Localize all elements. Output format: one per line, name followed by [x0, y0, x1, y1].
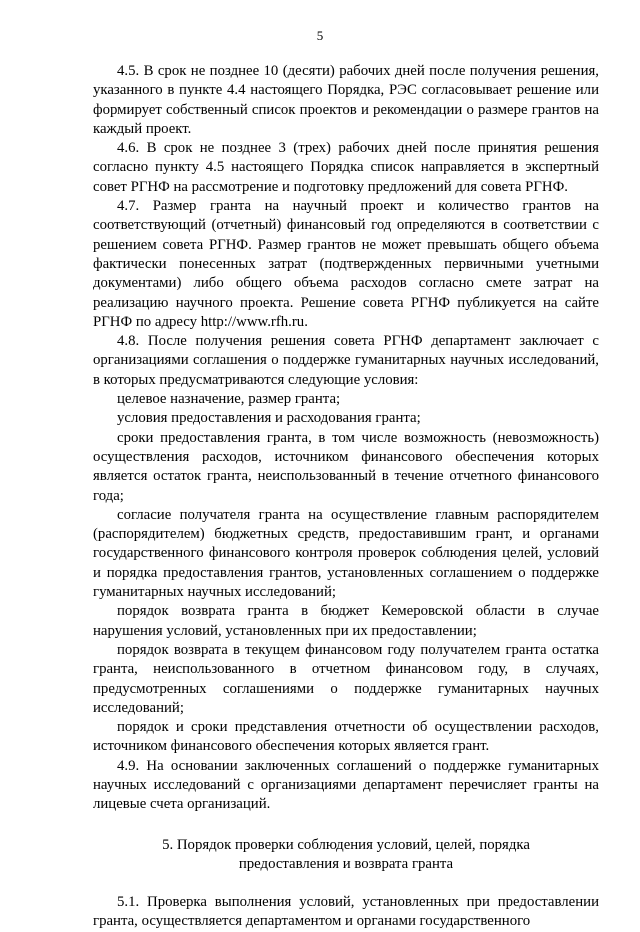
paragraph-5-1: 5.1. Проверка выполнения условий, установленных при предоставлении гранта, осуществляется департаментом и органами государственного: [93, 894, 599, 930]
paragraph-4-7: 4.7. Размер гранта на научный проект и количество грантов на соответствующий (отчетный) финансовый год определяются в соответствии с решением совета РГНФ. Размер грантов не может превышать общего объема фактически понесенных затрат (подтвержденных первичными учетными документами) либо общего объема расходов согласно смете затрат на реализацию научного проекта. Решение совета РГНФ публикуется на сайте РГНФ по адресу http://www.rfh.ru.: [93, 198, 599, 330]
document-body: [93, 62, 599, 932]
paragraph-4-6: 4.6. В срок не позднее 3 (трех) рабочих дней после принятия решения согласно пункту 4.5 настоящего Порядка список направляется в экспертный совет РГНФ на рассмотрение и подготовку предложений для совета РГНФ.: [93, 140, 599, 195]
condition-item: порядок возврата гранта в бюджет Кемеровской области в случае нарушения условий, установленных при их предоставлении;: [93, 603, 599, 639]
condition-item: сроки предоставления гранта, в том числе возможность (невозможность) осуществления расходов, источником финансового обеспечения которых является остаток гранта, неиспользованный в течение отчетного финансового года;: [93, 429, 599, 504]
condition-item: порядок возврата в текущем финансовом году получателем гранта остатка гранта, неиспользованного в отчетном финансовом году, в случаях, предусмотренных соглашениями о поддержке гуманитарных научных исследований;: [93, 641, 599, 716]
paragraph-4-8: 4.8. После получения решения совета РГНФ департамент заключает с организациями соглашения о поддержке гуманитарных научных исследований, в которых предусматриваются следующие условия:: [93, 333, 599, 388]
paragraph-4-5: 4.5. В срок не позднее 10 (десяти) рабочих дней после получения решения, указанного в пункте 4.4 настоящего Порядка, РЭС согласовывает решение или формирует собственный список проектов и рекомендации о размере грантов на каждый проект.: [93, 63, 599, 137]
section-heading: [93, 836, 599, 875]
condition-item: условия предоставления и расходования гранта;: [117, 410, 421, 427]
page-number: 5: [316, 28, 324, 43]
section-heading-line: предоставления и возврата гранта: [238, 855, 454, 872]
condition-item: согласие получателя гранта на осуществление главным распорядителем (распорядителем) бюджетных средств, предоставившим грант, и органами государственного финансового контроля проверок соблюдения целей, условий и порядка предоставления грантов, установленных соглашением о поддержке гуманитарных научных исследований;: [93, 506, 599, 601]
section-heading-line: 5. Порядок проверки соблюдения условий, целей, порядка: [162, 836, 530, 853]
condition-item: целевое назначение, размер гранта;: [117, 391, 341, 408]
condition-item: порядок и сроки представления отчетности об осуществлении расходов, источником финансового обеспечения которых является грант.: [93, 719, 599, 755]
paragraph-4-9: 4.9. На основании заключенных соглашений о поддержке гуманитарных научных исследований с организациями департамент перечисляет гранты на лицевые счета организаций.: [93, 757, 599, 813]
